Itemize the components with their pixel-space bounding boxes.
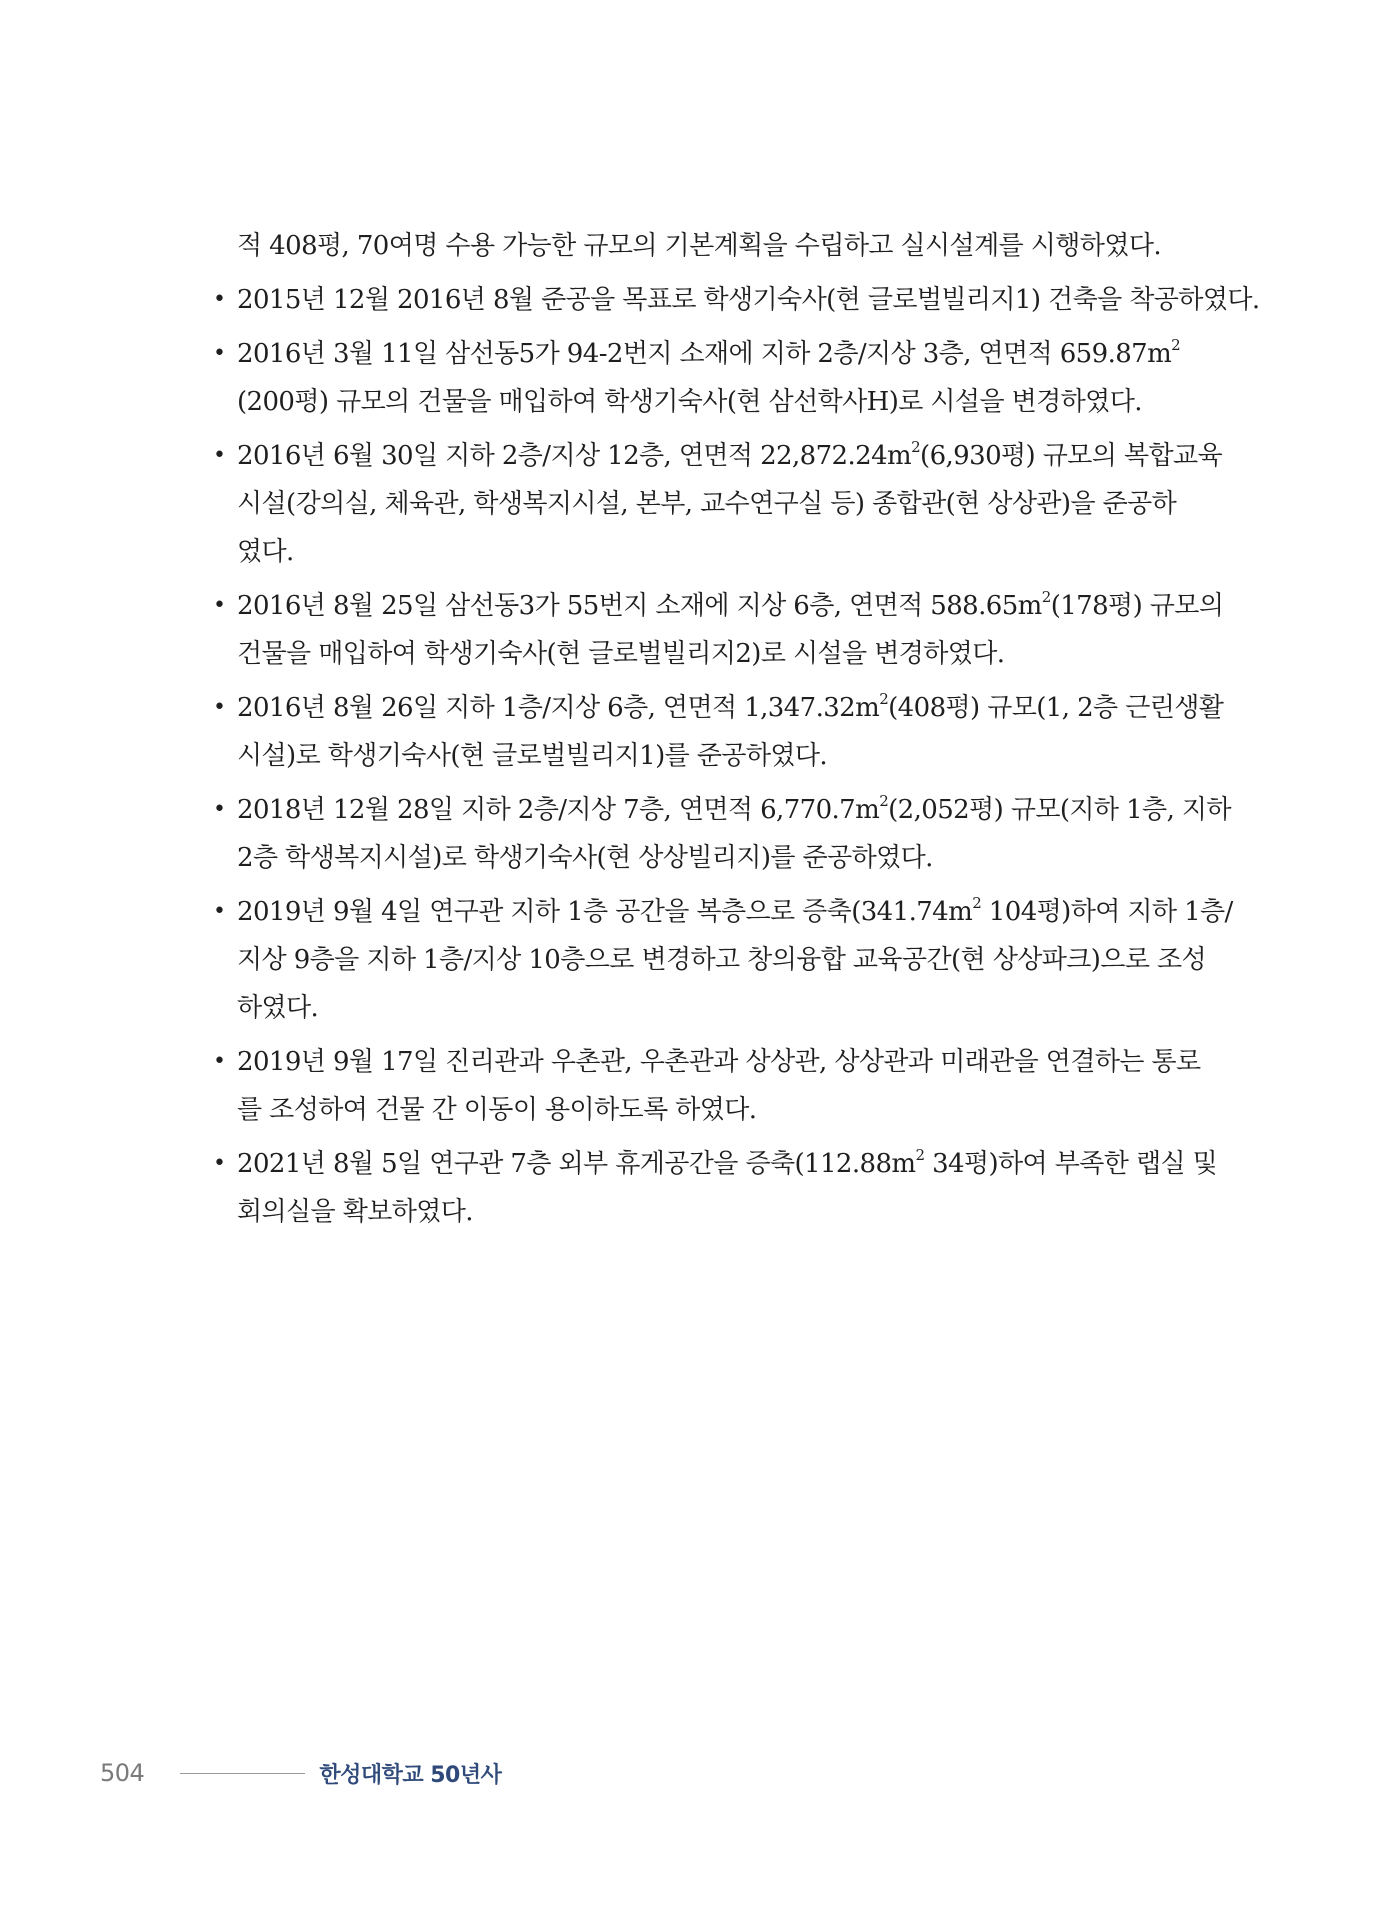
line-text: 2019년 9월 17일 진리관과 우촌관, 우촌관과 상상관, 상상관과 미래관을 연결하는 통로 [237, 1047, 1201, 1077]
line-text: 2018년 12월 28일 지하 2층/지상 7층, 연면적 6,770.7m [237, 795, 880, 825]
bullet-icon: • [213, 1151, 226, 1176]
bullet-icon: • [213, 443, 226, 468]
text-line [237, 732, 1155, 780]
text-line [237, 582, 1224, 630]
text-line [237, 888, 1233, 936]
line-text: 2016년 6월 30일 지하 2층/지상 12층, 연면적 22,872.24m [237, 441, 912, 471]
bullet-icon: • [213, 593, 226, 618]
bullet-icon: • [213, 1049, 226, 1074]
text-line [237, 528, 1155, 576]
list-item [205, 582, 1224, 678]
line-text: 회의실을 확보하였다. [237, 1197, 473, 1227]
line-text-after: (408평) 규모(1, 2층 근린생활 [888, 693, 1224, 723]
line-text-after: (178평) 규모의 [1050, 591, 1224, 621]
list-item [205, 888, 1233, 1032]
superscript-unit: 2 [972, 894, 982, 913]
page-number: 504 [100, 1759, 145, 1787]
line-text: 시설)로 학생기숙사(현 글로벌빌리지1)를 준공하였다. [237, 741, 828, 771]
book-title: 한성대학교 50년사 [319, 1762, 502, 1788]
text-line [237, 834, 1155, 882]
line-text: 지상 9층을 지하 1층/지상 10층으로 변경하고 창의융합 교육공간(현 상상파크)으로 조성 [237, 945, 1207, 975]
line-text: 건물을 매입하여 학생기숙사(현 글로벌빌리지2)로 시설을 변경하였다. [237, 639, 1005, 669]
timeline-bullet-list [205, 276, 1260, 1236]
line-text: 2015년 12월 2016년 8월 준공을 목표로 학생기숙사(현 글로벌빌리지1) 건축을 착공하였다. [237, 285, 1260, 315]
superscript-unit: 2 [1041, 588, 1051, 607]
text-line [237, 1038, 1201, 1086]
line-text: (200평) 규모의 건물을 매입하여 학생기숙사(현 삼선학사H)로 시설을 변경하였다. [237, 387, 1142, 417]
bullet-icon: • [213, 341, 226, 366]
superscript-unit: 2 [879, 792, 889, 811]
continuation-paragraph: 적 408평, 70여명 수용 가능한 규모의 기본계획을 수립하고 실시설계를 시행하였다. [237, 231, 1162, 261]
text-line [237, 480, 1177, 528]
text-line [237, 378, 1155, 426]
bullet-icon: • [213, 899, 226, 924]
line-text-after: (2,052평) 규모(지하 1층, 지하 [888, 795, 1231, 825]
page-footer [100, 1758, 501, 1788]
line-text: 2층 학생복지시설)로 학생기숙사(현 상상빌리지)를 준공하였다. [237, 843, 933, 873]
line-text: 2019년 9월 4일 연구관 지하 1층 공간을 복층으로 증축(341.74m [237, 897, 973, 927]
bullet-icon: • [213, 695, 226, 720]
line-text: 2016년 8월 26일 지하 1층/지상 6층, 연면적 1,347.32m [237, 693, 880, 723]
text-line [237, 630, 1155, 678]
line-text-after: 104평)하여 지하 1층/ [981, 897, 1233, 927]
footer-divider [180, 1773, 305, 1774]
line-text-after: 34평)하여 부족한 랩실 및 [924, 1149, 1218, 1179]
text-line [237, 330, 1181, 378]
text-line [237, 936, 1207, 984]
text-line [237, 432, 1223, 480]
text-line [237, 1188, 1155, 1236]
text-line [237, 786, 1231, 834]
text-line [237, 984, 1155, 1032]
superscript-unit: 2 [879, 690, 889, 709]
main-text [205, 222, 1260, 1236]
list-item [205, 684, 1224, 780]
list-item [205, 432, 1223, 576]
list-item [205, 1140, 1218, 1236]
text-line [237, 684, 1224, 732]
list-item [205, 1038, 1201, 1134]
text-line [237, 1086, 1155, 1134]
line-text-after: (6,930평) 규모의 복합교육 [920, 441, 1223, 471]
list-item [205, 786, 1231, 882]
text-line [237, 276, 1260, 324]
text-line [237, 1140, 1218, 1188]
line-text: 시설(강의실, 체육관, 학생복지시설, 본부, 교수연구실 등) 종합관(현 상상관)을 준공하 [237, 489, 1177, 519]
line-text: 2016년 3월 11일 삼선동5가 94-2번지 소재에 지하 2층/지상 3층, 연면적 659.87m [237, 339, 1172, 369]
line-text: 였다. [237, 537, 294, 567]
line-text: 2021년 8월 5일 연구관 7층 외부 휴게공간을 증축(112.88m [237, 1149, 916, 1179]
bullet-icon: • [213, 287, 226, 312]
line-text: 하였다. [237, 993, 319, 1023]
superscript-unit: 2 [915, 1146, 925, 1165]
list-item [205, 276, 1260, 324]
line-text: 2016년 8월 25일 삼선동3가 55번지 소재에 지상 6층, 연면적 588.65m [237, 591, 1042, 621]
superscript-unit: 2 [1171, 336, 1181, 355]
superscript-unit: 2 [911, 438, 921, 457]
list-item [205, 330, 1181, 426]
bullet-icon: • [213, 797, 226, 822]
line-text: 를 조성하여 건물 간 이동이 용이하도록 하였다. [237, 1095, 757, 1125]
